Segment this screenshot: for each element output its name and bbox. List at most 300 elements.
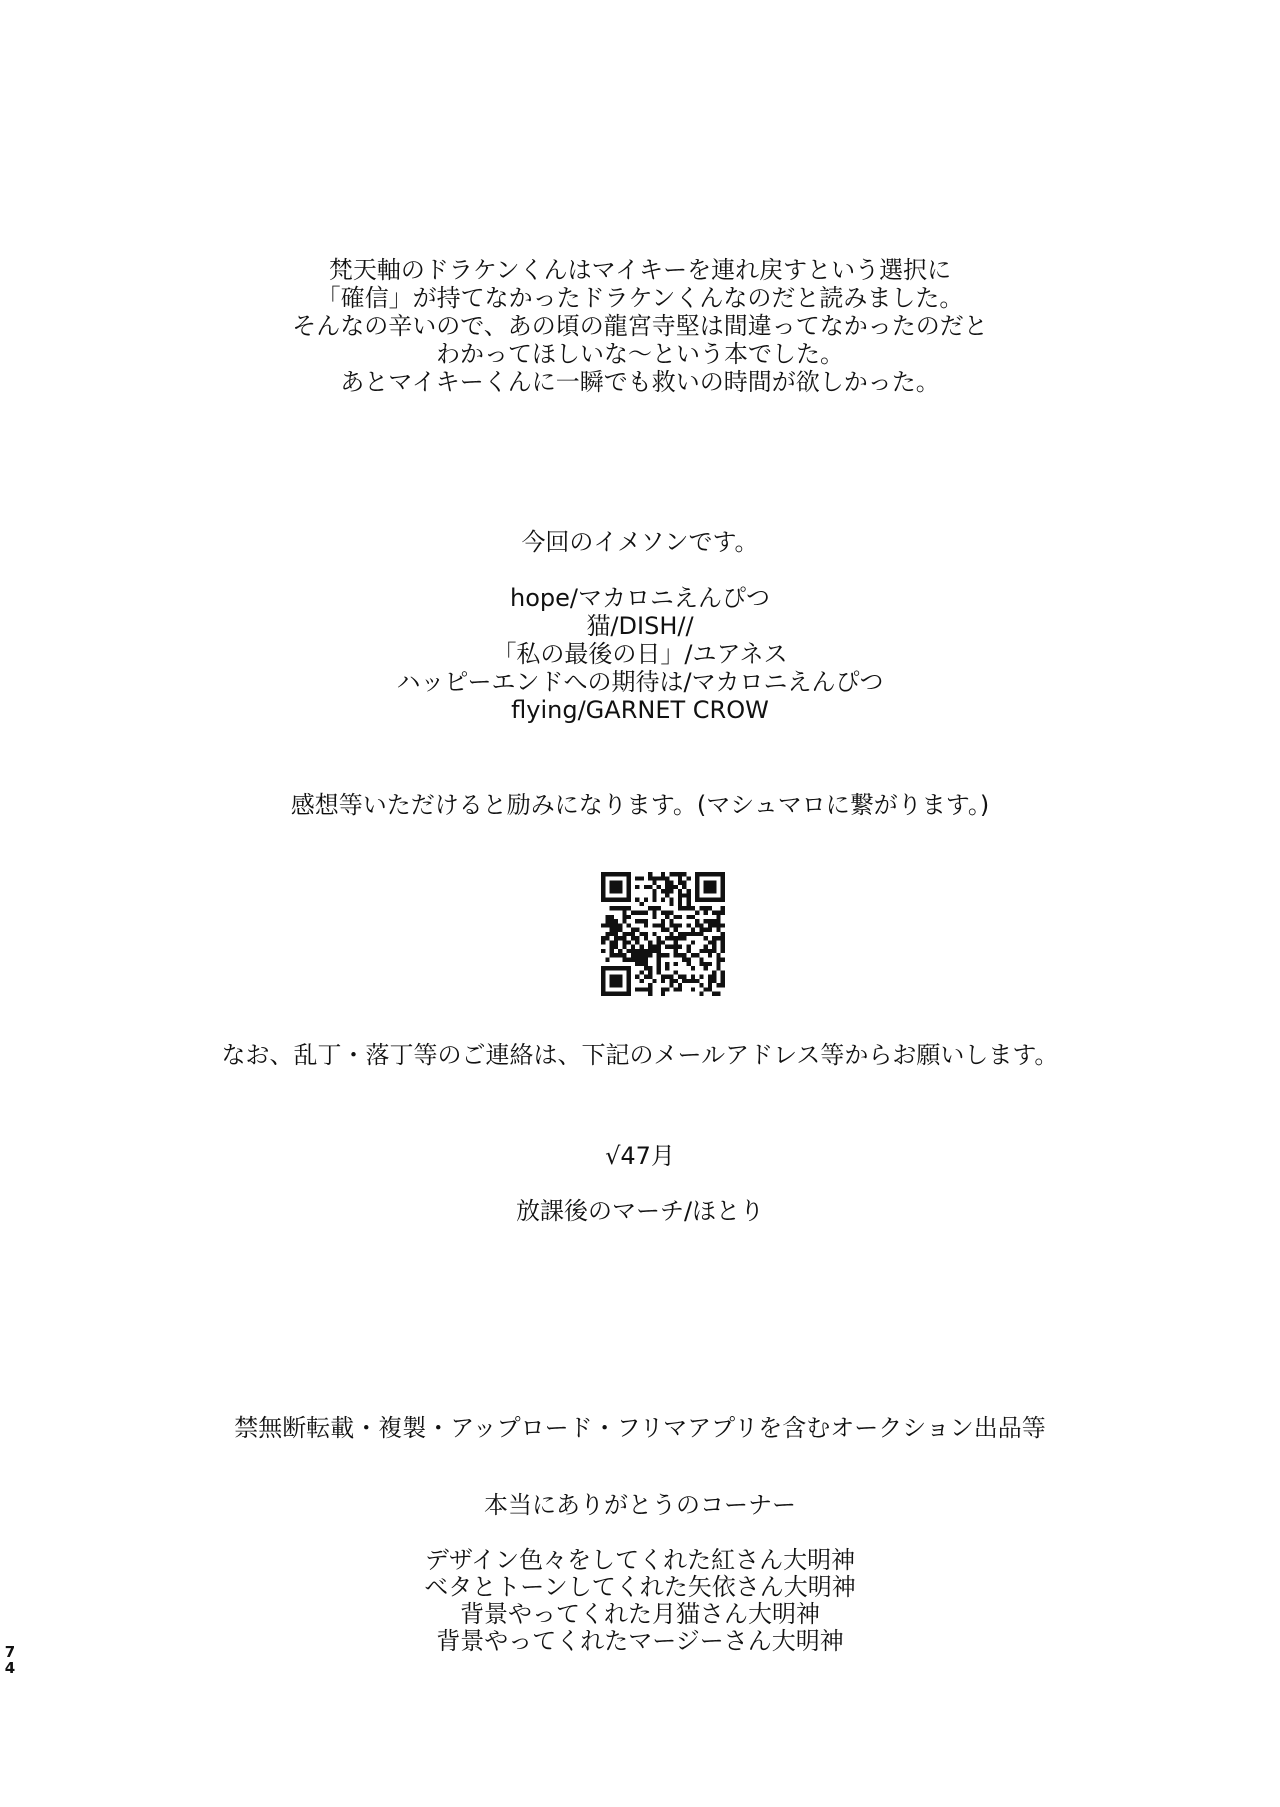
qr-module xyxy=(691,979,695,983)
contact-notice-text: なお、乱丁・落丁等のご連絡は、下記のメールアドレス等からお願いします。 xyxy=(221,1041,1059,1069)
qr-module xyxy=(652,923,656,927)
qr-module xyxy=(635,919,639,923)
qr-module xyxy=(704,872,708,876)
qr-module xyxy=(699,898,703,902)
song-item: hope/マカロニえんぴつ xyxy=(510,584,770,612)
qr-module xyxy=(618,872,622,876)
afterword-paragraph xyxy=(0,256,1280,396)
qr-module xyxy=(687,945,691,949)
qr-module xyxy=(661,872,665,876)
qr-module xyxy=(622,945,626,949)
qr-module xyxy=(669,975,673,979)
qr-module xyxy=(721,949,725,953)
qr-module xyxy=(614,885,618,889)
qr-module xyxy=(622,898,626,902)
qr-module xyxy=(610,992,614,996)
qr-module xyxy=(610,983,614,987)
qr-module xyxy=(601,898,605,902)
qr-module xyxy=(682,936,686,940)
qr-module xyxy=(627,906,631,910)
qr-module xyxy=(610,885,614,889)
qr-module xyxy=(661,910,665,914)
qr-module xyxy=(657,906,661,910)
qr-module xyxy=(665,910,669,914)
qr-module xyxy=(682,885,686,889)
qr-module xyxy=(716,983,720,987)
qr-module xyxy=(678,906,682,910)
qr-module xyxy=(652,910,656,914)
qr-module xyxy=(605,898,609,902)
thanks-item: 背景やってくれた月猫さん大明神 xyxy=(460,1600,820,1628)
afterword-line: そんなの辛いので、あの頃の龍宮寺堅は間違ってなかったのだと xyxy=(292,312,988,340)
qr-module xyxy=(644,975,648,979)
qr-module xyxy=(601,936,605,940)
qr-module xyxy=(635,885,639,889)
qr-module xyxy=(721,893,725,897)
qr-module xyxy=(716,958,720,962)
qr-module xyxy=(699,962,703,966)
qr-module xyxy=(695,889,699,893)
qr-module xyxy=(721,932,725,936)
qr-module xyxy=(635,898,639,902)
qr-module xyxy=(601,992,605,996)
qr-module xyxy=(687,915,691,919)
qr-module xyxy=(687,949,691,953)
qr-module xyxy=(610,923,614,927)
qr-module xyxy=(695,932,699,936)
qr-module xyxy=(704,987,708,991)
qr-module xyxy=(721,983,725,987)
qr-module xyxy=(635,987,639,991)
qr-module xyxy=(622,872,626,876)
qr-module xyxy=(712,940,716,944)
feedback-request-text: 感想等いただけると励みになります。(マシュマロに繋がります。) xyxy=(290,791,990,819)
qr-module xyxy=(635,910,639,914)
qr-module xyxy=(648,949,652,953)
qr-module xyxy=(665,945,669,949)
qr-module xyxy=(665,876,669,880)
qr-module xyxy=(674,945,678,949)
qr-module xyxy=(708,872,712,876)
image-songs-section xyxy=(0,528,1280,557)
qr-module xyxy=(699,983,703,987)
qr-module xyxy=(699,906,703,910)
qr-module xyxy=(631,936,635,940)
qr-module xyxy=(721,872,725,876)
qr-module xyxy=(648,953,652,957)
qr-module xyxy=(657,885,661,889)
qr-module xyxy=(678,902,682,906)
qr-module xyxy=(631,932,635,936)
qr-module xyxy=(639,876,643,880)
qr-module xyxy=(622,910,626,914)
qr-module xyxy=(627,970,631,974)
fanzine-credit xyxy=(0,1197,1280,1226)
qr-module xyxy=(635,975,639,979)
qr-module xyxy=(678,923,682,927)
qr-module xyxy=(618,906,622,910)
page-number xyxy=(4,1644,16,1676)
qr-module xyxy=(687,962,691,966)
qr-module xyxy=(657,949,661,953)
qr-module xyxy=(648,872,652,876)
qr-module xyxy=(639,919,643,923)
qr-module xyxy=(716,953,720,957)
thanks-item: ベタとトーンしてくれた矢依さん大明神 xyxy=(424,1573,856,1601)
qr-module xyxy=(622,958,626,962)
qr-module xyxy=(644,953,648,957)
qr-module xyxy=(614,936,618,940)
qr-module xyxy=(674,970,678,974)
qr-module xyxy=(618,966,622,970)
qr-module xyxy=(691,987,695,991)
qr-module xyxy=(665,962,669,966)
qr-module xyxy=(610,881,614,885)
qr-module xyxy=(661,987,665,991)
qr-module xyxy=(674,953,678,957)
qr-module xyxy=(678,975,682,979)
qr-module xyxy=(644,898,648,902)
qr-module xyxy=(657,936,661,940)
qr-module xyxy=(678,945,682,949)
qr-module xyxy=(601,966,605,970)
qr-module xyxy=(669,910,673,914)
qr-module xyxy=(639,932,643,936)
qr-module xyxy=(699,923,703,927)
qr-module xyxy=(678,889,682,893)
qr-module xyxy=(657,966,661,970)
qr-module xyxy=(614,919,618,923)
qr-module xyxy=(661,992,665,996)
circle-name-text: √47月 xyxy=(605,1142,675,1170)
qr-module xyxy=(657,940,661,944)
qr-module xyxy=(704,928,708,932)
qr-module xyxy=(648,970,652,974)
qr-module xyxy=(601,987,605,991)
qr-module xyxy=(721,881,725,885)
qr-module xyxy=(721,979,725,983)
qr-module xyxy=(699,872,703,876)
qr-module xyxy=(614,992,618,996)
qr-module xyxy=(682,953,686,957)
qr-module xyxy=(665,966,669,970)
qr-module xyxy=(657,923,661,927)
qr-module xyxy=(674,872,678,876)
qr-module xyxy=(648,906,652,910)
qr-module xyxy=(721,923,725,927)
qr-module xyxy=(627,932,631,936)
qr-module xyxy=(699,932,703,936)
qr-module xyxy=(695,953,699,957)
qr-module xyxy=(605,966,609,970)
qr-module xyxy=(665,936,669,940)
qr-module xyxy=(648,966,652,970)
qr-module xyxy=(635,958,639,962)
qr-module xyxy=(635,962,639,966)
qr-module xyxy=(605,932,609,936)
page-number-digit: 4 xyxy=(4,1659,16,1677)
qr-module xyxy=(644,958,648,962)
qr-module xyxy=(661,889,665,893)
qr-module xyxy=(610,932,614,936)
qr-module xyxy=(605,915,609,919)
qr-module xyxy=(644,932,648,936)
qr-module xyxy=(614,983,618,987)
qr-module xyxy=(631,928,635,932)
qr-module xyxy=(601,949,605,953)
qr-module xyxy=(622,936,626,940)
qr-module xyxy=(721,940,725,944)
qr-module xyxy=(652,932,656,936)
qr-module xyxy=(627,975,631,979)
qr-module xyxy=(687,898,691,902)
qr-module xyxy=(716,915,720,919)
qr-module xyxy=(657,953,661,957)
qr-module xyxy=(708,906,712,910)
qr-module xyxy=(618,936,622,940)
qr-module xyxy=(691,932,695,936)
qr-module xyxy=(639,987,643,991)
qr-module xyxy=(708,898,712,902)
qr-module xyxy=(669,881,673,885)
qr-module xyxy=(674,936,678,940)
qr-module xyxy=(695,893,699,897)
qr-module xyxy=(648,983,652,987)
qr-module xyxy=(674,923,678,927)
qr-module xyxy=(627,872,631,876)
qr-module xyxy=(605,936,609,940)
qr-module xyxy=(618,975,622,979)
qr-module xyxy=(712,910,716,914)
qr-module xyxy=(721,958,725,962)
qr-module xyxy=(721,898,725,902)
qr-module xyxy=(687,979,691,983)
qr-module xyxy=(704,898,708,902)
qr-module xyxy=(652,945,656,949)
qr-module xyxy=(708,928,712,932)
qr-module xyxy=(716,923,720,927)
qr-module xyxy=(661,876,665,880)
qr-module xyxy=(716,928,720,932)
qr-module xyxy=(635,876,639,880)
qr-module xyxy=(639,945,643,949)
qr-module xyxy=(665,987,669,991)
qr-module xyxy=(605,958,609,962)
qr-code-icon[interactable] xyxy=(601,872,725,996)
qr-module xyxy=(614,966,618,970)
song-item: 猫/DISH// xyxy=(586,612,694,640)
qr-module xyxy=(682,979,686,983)
qr-module xyxy=(605,992,609,996)
qr-module xyxy=(712,992,716,996)
qr-module xyxy=(674,915,678,919)
qr-module xyxy=(622,906,626,910)
qr-module xyxy=(674,987,678,991)
qr-module xyxy=(678,893,682,897)
qr-module xyxy=(704,949,708,953)
qr-module xyxy=(631,949,635,953)
afterword-line: 「確信」が持てなかったドラケンくんなのだと読みました。 xyxy=(316,284,964,312)
qr-module xyxy=(708,979,712,983)
qr-module xyxy=(652,915,656,919)
qr-module xyxy=(687,902,691,906)
qr-module xyxy=(614,979,618,983)
qr-module xyxy=(601,970,605,974)
qr-module xyxy=(721,975,725,979)
qr-module xyxy=(661,919,665,923)
qr-module xyxy=(644,966,648,970)
qr-module xyxy=(708,881,712,885)
qr-module xyxy=(682,958,686,962)
qr-module xyxy=(712,979,716,983)
qr-module xyxy=(695,923,699,927)
song-list xyxy=(0,584,1280,724)
qr-module xyxy=(627,949,631,953)
qr-module xyxy=(721,876,725,880)
afterword-line: わかってほしいな〜という本でした。 xyxy=(436,340,844,368)
qr-module xyxy=(627,915,631,919)
qr-module xyxy=(721,970,725,974)
qr-module xyxy=(669,945,673,949)
qr-module xyxy=(682,975,686,979)
qr-module xyxy=(699,975,703,979)
qr-module xyxy=(657,970,661,974)
qr-module xyxy=(652,889,656,893)
song-item: flying/GARNET CROW xyxy=(511,696,769,724)
qr-module xyxy=(682,932,686,936)
qr-module xyxy=(678,987,682,991)
qr-module xyxy=(627,940,631,944)
qr-module xyxy=(716,919,720,923)
qr-module xyxy=(691,940,695,944)
qr-module xyxy=(699,992,703,996)
qr-module xyxy=(661,940,665,944)
qr-module xyxy=(601,881,605,885)
qr-module xyxy=(639,949,643,953)
qr-module xyxy=(716,872,720,876)
qr-module xyxy=(652,949,656,953)
qr-module xyxy=(704,962,708,966)
qr-module xyxy=(687,889,691,893)
qr-module xyxy=(691,975,695,979)
qr-module xyxy=(605,919,609,923)
qr-module xyxy=(678,876,682,880)
qr-module xyxy=(674,979,678,983)
qr-module xyxy=(665,885,669,889)
qr-module xyxy=(657,962,661,966)
qr-module xyxy=(687,932,691,936)
qr-module xyxy=(665,975,669,979)
qr-module xyxy=(712,975,716,979)
qr-module xyxy=(691,953,695,957)
qr-module xyxy=(652,979,656,983)
qr-module xyxy=(682,893,686,897)
qr-module xyxy=(610,906,614,910)
qr-module xyxy=(610,940,614,944)
qr-module xyxy=(712,885,716,889)
qr-module xyxy=(695,881,699,885)
qr-module xyxy=(708,983,712,987)
qr-module xyxy=(618,979,622,983)
qr-module xyxy=(622,919,626,923)
qr-module xyxy=(674,940,678,944)
qr-module xyxy=(712,945,716,949)
qr-module xyxy=(661,928,665,932)
qr-module xyxy=(601,893,605,897)
qr-module xyxy=(687,876,691,880)
qr-module xyxy=(665,928,669,932)
qr-module xyxy=(721,906,725,910)
qr-module xyxy=(652,893,656,897)
qr-module xyxy=(665,915,669,919)
page-number-digit: 7 xyxy=(4,1643,16,1661)
qr-module xyxy=(678,881,682,885)
qr-module xyxy=(627,983,631,987)
feedback-request xyxy=(0,791,1280,820)
qr-module xyxy=(695,872,699,876)
image-songs-heading: 今回のイメソンです。 xyxy=(521,528,759,556)
qr-module xyxy=(610,872,614,876)
qr-module xyxy=(627,889,631,893)
qr-module xyxy=(648,987,652,991)
qr-module xyxy=(601,975,605,979)
qr-module xyxy=(652,898,656,902)
qr-module xyxy=(704,906,708,910)
fanzine-title-author: 放課後のマーチ/ほとり xyxy=(515,1197,765,1225)
qr-module xyxy=(674,885,678,889)
qr-module xyxy=(708,949,712,953)
qr-module xyxy=(644,923,648,927)
qr-module xyxy=(601,885,605,889)
qr-module xyxy=(605,923,609,927)
qr-module xyxy=(708,962,712,966)
qr-module xyxy=(669,889,673,893)
qr-module xyxy=(627,966,631,970)
qr-module xyxy=(627,987,631,991)
prohibition-notice-text: 禁無断転載・複製・アップロード・フリマアプリを含むオークション出品等 xyxy=(234,1414,1046,1442)
qr-module xyxy=(661,953,665,957)
qr-module xyxy=(661,898,665,902)
qr-module xyxy=(678,953,682,957)
qr-module xyxy=(622,992,626,996)
qr-module xyxy=(614,928,618,932)
qr-module xyxy=(618,928,622,932)
qr-module xyxy=(610,975,614,979)
qr-module xyxy=(618,992,622,996)
qr-module xyxy=(708,987,712,991)
qr-module xyxy=(614,932,618,936)
qr-module xyxy=(639,958,643,962)
qr-module xyxy=(614,898,618,902)
qr-module xyxy=(627,992,631,996)
qr-module xyxy=(678,932,682,936)
qr-module xyxy=(695,919,699,923)
qr-module xyxy=(627,923,631,927)
qr-module xyxy=(669,885,673,889)
qr-module xyxy=(601,872,605,876)
qr-module xyxy=(669,936,673,940)
qr-module xyxy=(716,992,720,996)
qr-module xyxy=(695,885,699,889)
qr-module xyxy=(610,966,614,970)
qr-module xyxy=(652,876,656,880)
qr-module xyxy=(605,872,609,876)
qr-module xyxy=(665,881,669,885)
qr-module xyxy=(614,975,618,979)
qr-module xyxy=(614,953,618,957)
qr-module xyxy=(627,979,631,983)
qr-module xyxy=(712,936,716,940)
